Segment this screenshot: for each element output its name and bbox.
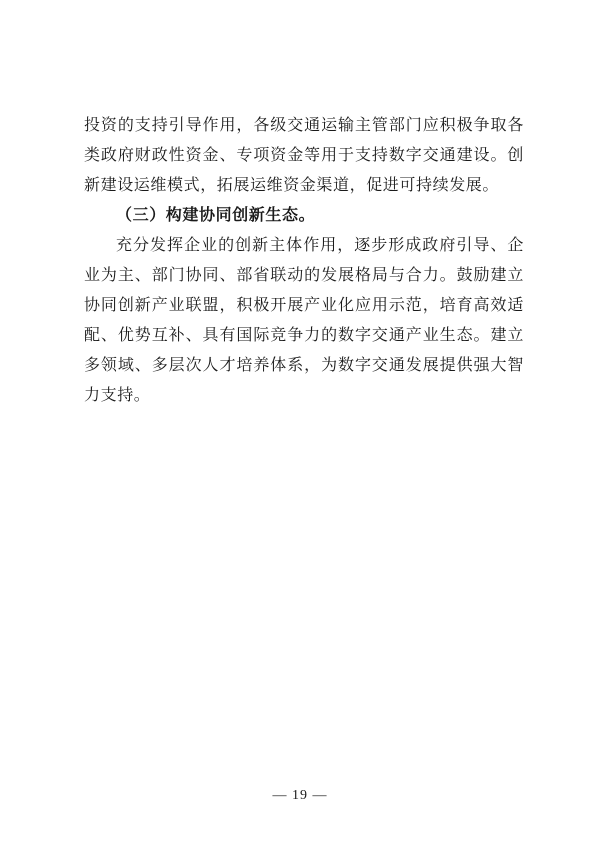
paragraph: 充分发挥企业的创新主体作用，逐步形成政府引导、企业为主、部门协同、部省联动的发展格局与合力。鼓励建立协同创新产业联盟，积极开展产业化应用示范，培育高效适配、优势互补、具有国际竞争力的数字交通产业生态。建立多领域、多层次人才培养体系，为数字交通发展提供强大智力支持。	[84, 235, 524, 404]
body-text	[84, 110, 524, 410]
page-number: — 19 —	[272, 788, 328, 803]
section-heading: （三）构建协同创新生态。	[116, 205, 316, 224]
paragraph-continuation: 投资的支持引导作用，各级交通运输主管部门应积极争取各类政府财政性资金、专项资金等用于支持数字交通建设。创新建设运维模式，拓展运维资金渠道，促进可持续发展。	[84, 115, 524, 194]
